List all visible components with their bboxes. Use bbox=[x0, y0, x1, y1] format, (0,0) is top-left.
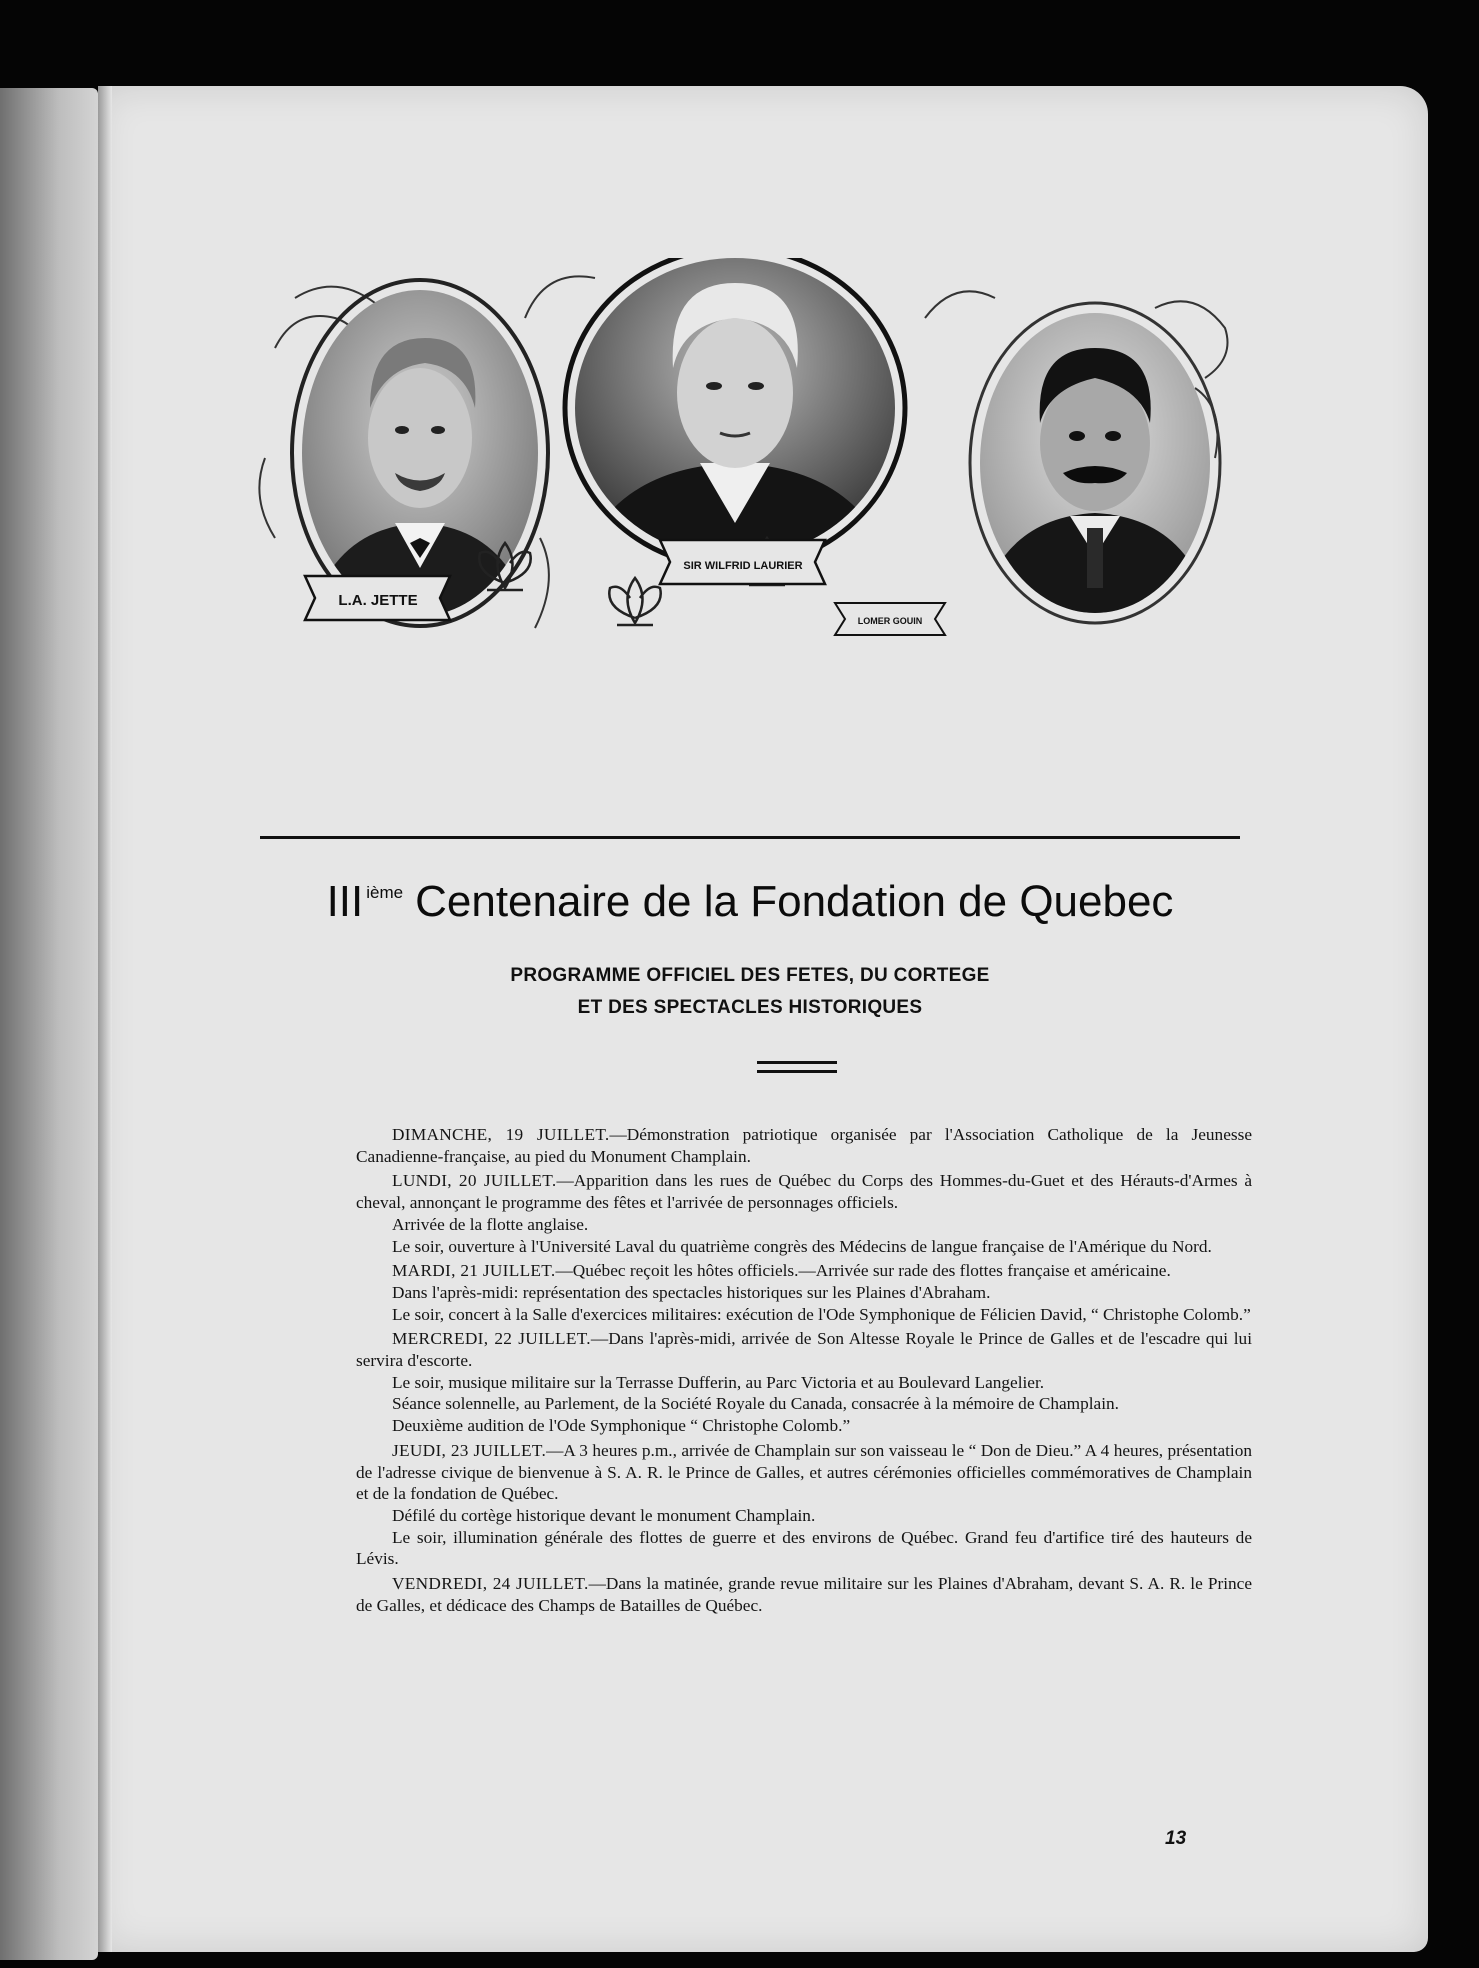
programme-entry bbox=[356, 1170, 1252, 1213]
programme-text: Arrivée de la flotte anglaise. bbox=[392, 1214, 589, 1234]
programme-entry bbox=[356, 1393, 1252, 1415]
programme-day: MARDI, 21 JUILLET. bbox=[392, 1261, 556, 1281]
programme-entry bbox=[356, 1260, 1252, 1282]
programme-entry bbox=[356, 1304, 1252, 1326]
portrait-label-laurier: SIR WILFRID LAURIER bbox=[683, 560, 803, 572]
programme-entry bbox=[356, 1328, 1252, 1371]
page-number: 13 bbox=[1165, 1828, 1187, 1849]
facing-page-edge bbox=[0, 88, 98, 1960]
programme-text: Le soir, musique militaire sur la Terrasse Dufferin, au Parc Victoria et au Boulevard Langelier. bbox=[392, 1372, 1045, 1392]
name-banner-jette bbox=[305, 576, 450, 620]
programme-text: —Apparition dans les rues de Québec du Corps des Hommes-du-Guet et des Hérauts-d'Armes à cheval, annonçant le programme des fêtes et l'arrivée de personnages officiels. bbox=[356, 1171, 1253, 1213]
programme-entry bbox=[356, 1236, 1252, 1258]
programme-entry bbox=[356, 1282, 1252, 1304]
page-title bbox=[240, 877, 1260, 927]
programme-text: Séance solennelle, au Parlement, de la Société Royale du Canada, consacrée à la mémoire de Champlain. bbox=[392, 1394, 1119, 1414]
subtitle-line-1: PROGRAMME OFFICIEL DES FETES, DU CORTEGE bbox=[510, 965, 990, 986]
programme-entry bbox=[356, 1440, 1252, 1505]
programme-text: Dans l'après-midi: représentation des spectacles historiques sur les Plaines d'Abraham. bbox=[392, 1282, 991, 1302]
programme-text: —Dans l'après-midi, arrivée de Son Altesse Royale le Prince de Galles et de l'escadre qui lui servira d'escorte. bbox=[356, 1329, 1252, 1371]
portraits-illustration bbox=[235, 258, 1255, 818]
programme-day: VENDREDI, 24 JUILLET. bbox=[392, 1574, 589, 1594]
portrait-laurier bbox=[565, 258, 905, 578]
name-banner-laurier bbox=[660, 540, 825, 584]
programme-text: Défilé du cortège historique devant le monument Champlain. bbox=[392, 1505, 816, 1525]
title-rule bbox=[260, 836, 1240, 839]
programme-day: MERCREDI, 22 JUILLET. bbox=[392, 1329, 591, 1349]
programme-entry bbox=[356, 1505, 1252, 1527]
programme-text: Le soir, concert à la Salle d'exercices militaires: exécution de l'Ode Symphonique de Félicien David, “ Christophe Colomb.” bbox=[392, 1304, 1251, 1324]
programme-entry bbox=[356, 1527, 1252, 1570]
programme-text: —Québec reçoit les hôtes officiels.—Arrivée sur rade des flottes française et américaine. bbox=[555, 1261, 1171, 1281]
programme-list bbox=[356, 1121, 1252, 1616]
programme-text: Deuxième audition de l'Ode Symphonique “ Christophe Colomb.” bbox=[392, 1416, 851, 1436]
portrait-gouin bbox=[970, 303, 1220, 628]
programme-entry bbox=[356, 1415, 1252, 1437]
programme-day: DIMANCHE, 19 JUILLET. bbox=[392, 1125, 610, 1144]
subtitle-line-2: ET DES SPECTACLES HISTORIQUES bbox=[577, 997, 923, 1018]
title-superscript: ième bbox=[366, 883, 404, 902]
portrait-vignette bbox=[235, 258, 1255, 818]
programme-text: Le soir, illumination générale des flottes de guerre et des environs de Québec. Grand feu d'artifice tiré des hauteurs de Lévis. bbox=[356, 1527, 1252, 1569]
portrait-label-jette: L.A. JETTE bbox=[338, 592, 418, 609]
title-numeral: III bbox=[326, 877, 364, 926]
programme-text: —Démonstration patriotique organisée par l'Association Catholique de la Jeunesse Canadienne-française, au pied du Monument Champlain. bbox=[356, 1125, 1252, 1166]
page-subtitle bbox=[240, 960, 1260, 1024]
programme-text: —A 3 heures p.m., arrivée de Champlain sur son vaisseau le “ Don de Dieu.” A 4 heures, présentation de l'adresse civique de bienvenue à S. A. R. le Prince de Galles, et autres cérémonies officielles commémoratives de Champlain et de la fondation de Québec. bbox=[356, 1440, 1253, 1504]
programme-day: LUNDI, 20 JUILLET. bbox=[392, 1171, 557, 1191]
title-text: Centenaire de la Fondation de Quebec bbox=[415, 877, 1174, 926]
page-gutter bbox=[98, 86, 112, 1952]
section-divider bbox=[757, 1061, 837, 1073]
programme-entry bbox=[356, 1214, 1252, 1236]
name-banner-gouin bbox=[835, 603, 945, 635]
programme-entry bbox=[356, 1124, 1252, 1167]
programme-entry bbox=[356, 1372, 1252, 1394]
programme-text: Le soir, ouverture à l'Université Laval du quatrième congrès des Médecins de langue française de l'Amérique du Nord. bbox=[392, 1236, 1212, 1256]
programme-entry bbox=[356, 1573, 1252, 1616]
programme-text: —Dans la matinée, grande revue militaire sur les Plaines d'Abraham, devant S. A. R. le Prince de Galles, et dédicace des Champs de Batailles de Québec. bbox=[356, 1574, 1252, 1615]
programme-day: JEUDI, 23 JUILLET. bbox=[392, 1440, 547, 1460]
portrait-label-gouin: LOMER GOUIN bbox=[857, 616, 923, 626]
